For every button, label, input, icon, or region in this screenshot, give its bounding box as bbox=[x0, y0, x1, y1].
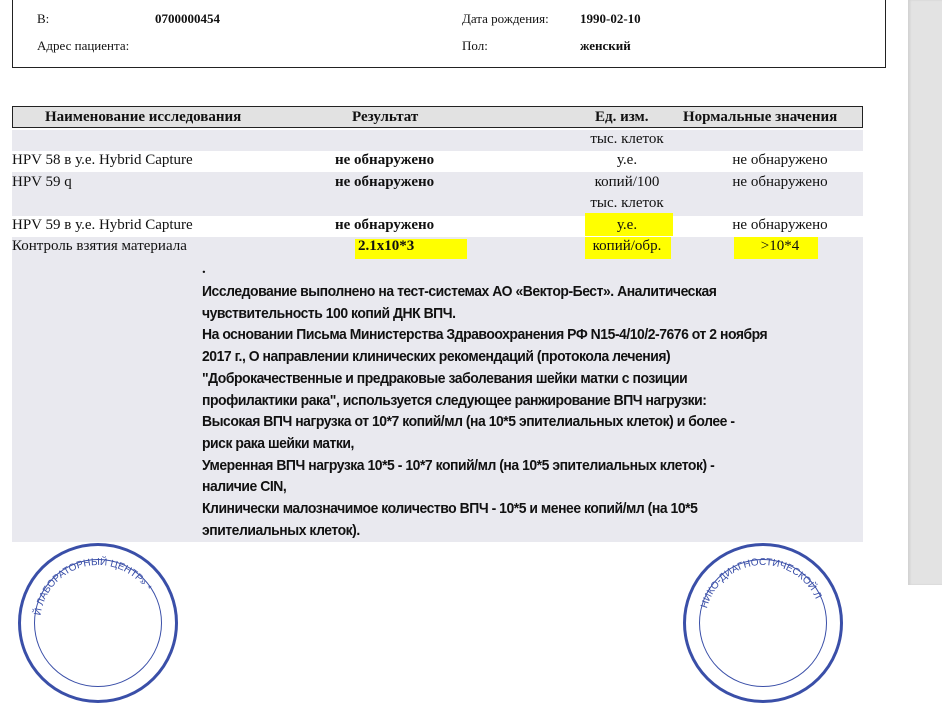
stamp-right bbox=[683, 543, 843, 703]
notes-line: На основании Письма Министерства Здравоохранения РФ N15-4/10/2-7676 от 2 ноября bbox=[202, 326, 768, 344]
unit-cell-line2: тыс. клеток bbox=[590, 195, 664, 211]
test-name-cell: HPV 58 в у.е. Hybrid Capture bbox=[12, 152, 193, 168]
notes-line: Умеренная ВПЧ нагрузка 10*5 - 10*7 копий/мл (на 10*5 эпителиальных клеток) - bbox=[202, 456, 715, 474]
unit-cell: у.е. bbox=[616, 152, 638, 168]
header-test-name: Наименование исследования bbox=[45, 109, 242, 125]
header-result: Результат bbox=[352, 109, 419, 125]
test-name-cell: HPV 59 q bbox=[12, 174, 72, 190]
table-row bbox=[12, 151, 863, 172]
notes-line: 2017 г., О направлении клинических рекомендаций (протокола лечения) bbox=[202, 348, 671, 366]
result-cell: не обнаружено bbox=[335, 217, 435, 233]
norm-cell: не обнаружено bbox=[732, 174, 828, 190]
stamp-left bbox=[18, 543, 178, 703]
notes-dot: . bbox=[202, 261, 206, 277]
norm-cell: не обнаружено bbox=[732, 152, 828, 168]
table-row bbox=[12, 216, 863, 237]
result-cell: не обнаружено bbox=[335, 174, 435, 190]
notes-line: чувствительность 100 копий ДНК ВПЧ. bbox=[202, 304, 456, 322]
notes-line: Клинически малозначимое количество ВПЧ - 10*5 и менее копий/мл (на 10*5 bbox=[202, 500, 698, 518]
svg-text:Й ЛАБОРАТОРНЫЙ ЦЕНТР» *: Й ЛАБОРАТОРНЫЙ ЦЕНТР» * bbox=[32, 556, 154, 617]
patient-address-label: Адрес пациента: bbox=[37, 38, 130, 53]
notes-line: эпителиальных клеток). bbox=[202, 521, 360, 539]
unit-cell: копий/100 bbox=[594, 174, 660, 190]
patient-id-value: 0700000454 bbox=[155, 11, 220, 26]
patient-id-label: В: bbox=[37, 11, 50, 26]
notes-line: "Доброкачественные и предраковые заболевания шейки матки с позиции bbox=[202, 369, 688, 387]
notes-line: Высокая ВПЧ нагрузка от 10*7 копий/мл (на 10*5 эпителиальных клеток) и более - bbox=[202, 413, 735, 431]
header-norm: Нормальные значения bbox=[683, 109, 838, 125]
test-name-cell: Контроль взятия материала bbox=[12, 238, 187, 254]
header-unit: Ед. изм. bbox=[595, 109, 649, 125]
notes-line: риск рака шейки матки, bbox=[202, 434, 354, 452]
table-row bbox=[12, 172, 863, 216]
viewer-gutter bbox=[908, 0, 942, 585]
unit-cell: у.е. bbox=[616, 217, 638, 233]
notes-line: Исследование выполнено на тест-системах АО «Вектор-Бест». Аналитическая bbox=[202, 283, 717, 300]
norm-cell: >10*4 bbox=[760, 238, 800, 254]
notes-block bbox=[12, 259, 863, 542]
svg-text:НИКО-ДИАГНОСТИЧЕСКОЙ Л: НИКО-ДИАГНОСТИЧЕСКОЙ Л bbox=[699, 556, 824, 610]
table-row bbox=[12, 237, 863, 259]
results-table-header bbox=[12, 106, 863, 128]
notes-line: профилактики рака", используется следующее ранжирование ВПЧ нагрузки: bbox=[202, 391, 707, 409]
result-cell: 2.1x10*3 bbox=[358, 238, 415, 254]
birth-date-value: 1990-02-10 bbox=[580, 11, 641, 26]
notes-line: наличие CIN, bbox=[202, 478, 287, 496]
notes-text bbox=[202, 281, 816, 541]
norm-cell: не обнаружено bbox=[732, 217, 828, 233]
unit-cell: копий/обр. bbox=[592, 238, 662, 254]
result-cell: не обнаружено bbox=[335, 152, 435, 168]
stamp-right-text bbox=[683, 543, 843, 703]
sex-value: женский bbox=[580, 38, 631, 53]
table-row bbox=[12, 130, 863, 151]
sex-label: Пол: bbox=[462, 38, 488, 53]
patient-info-box bbox=[12, 0, 886, 68]
birth-date-label: Дата рождения: bbox=[462, 11, 549, 26]
test-name-cell: HPV 59 в у.е. Hybrid Capture bbox=[12, 217, 193, 233]
unit-cell: тыс. клеток bbox=[590, 131, 664, 147]
stamp-left-text bbox=[18, 543, 178, 703]
